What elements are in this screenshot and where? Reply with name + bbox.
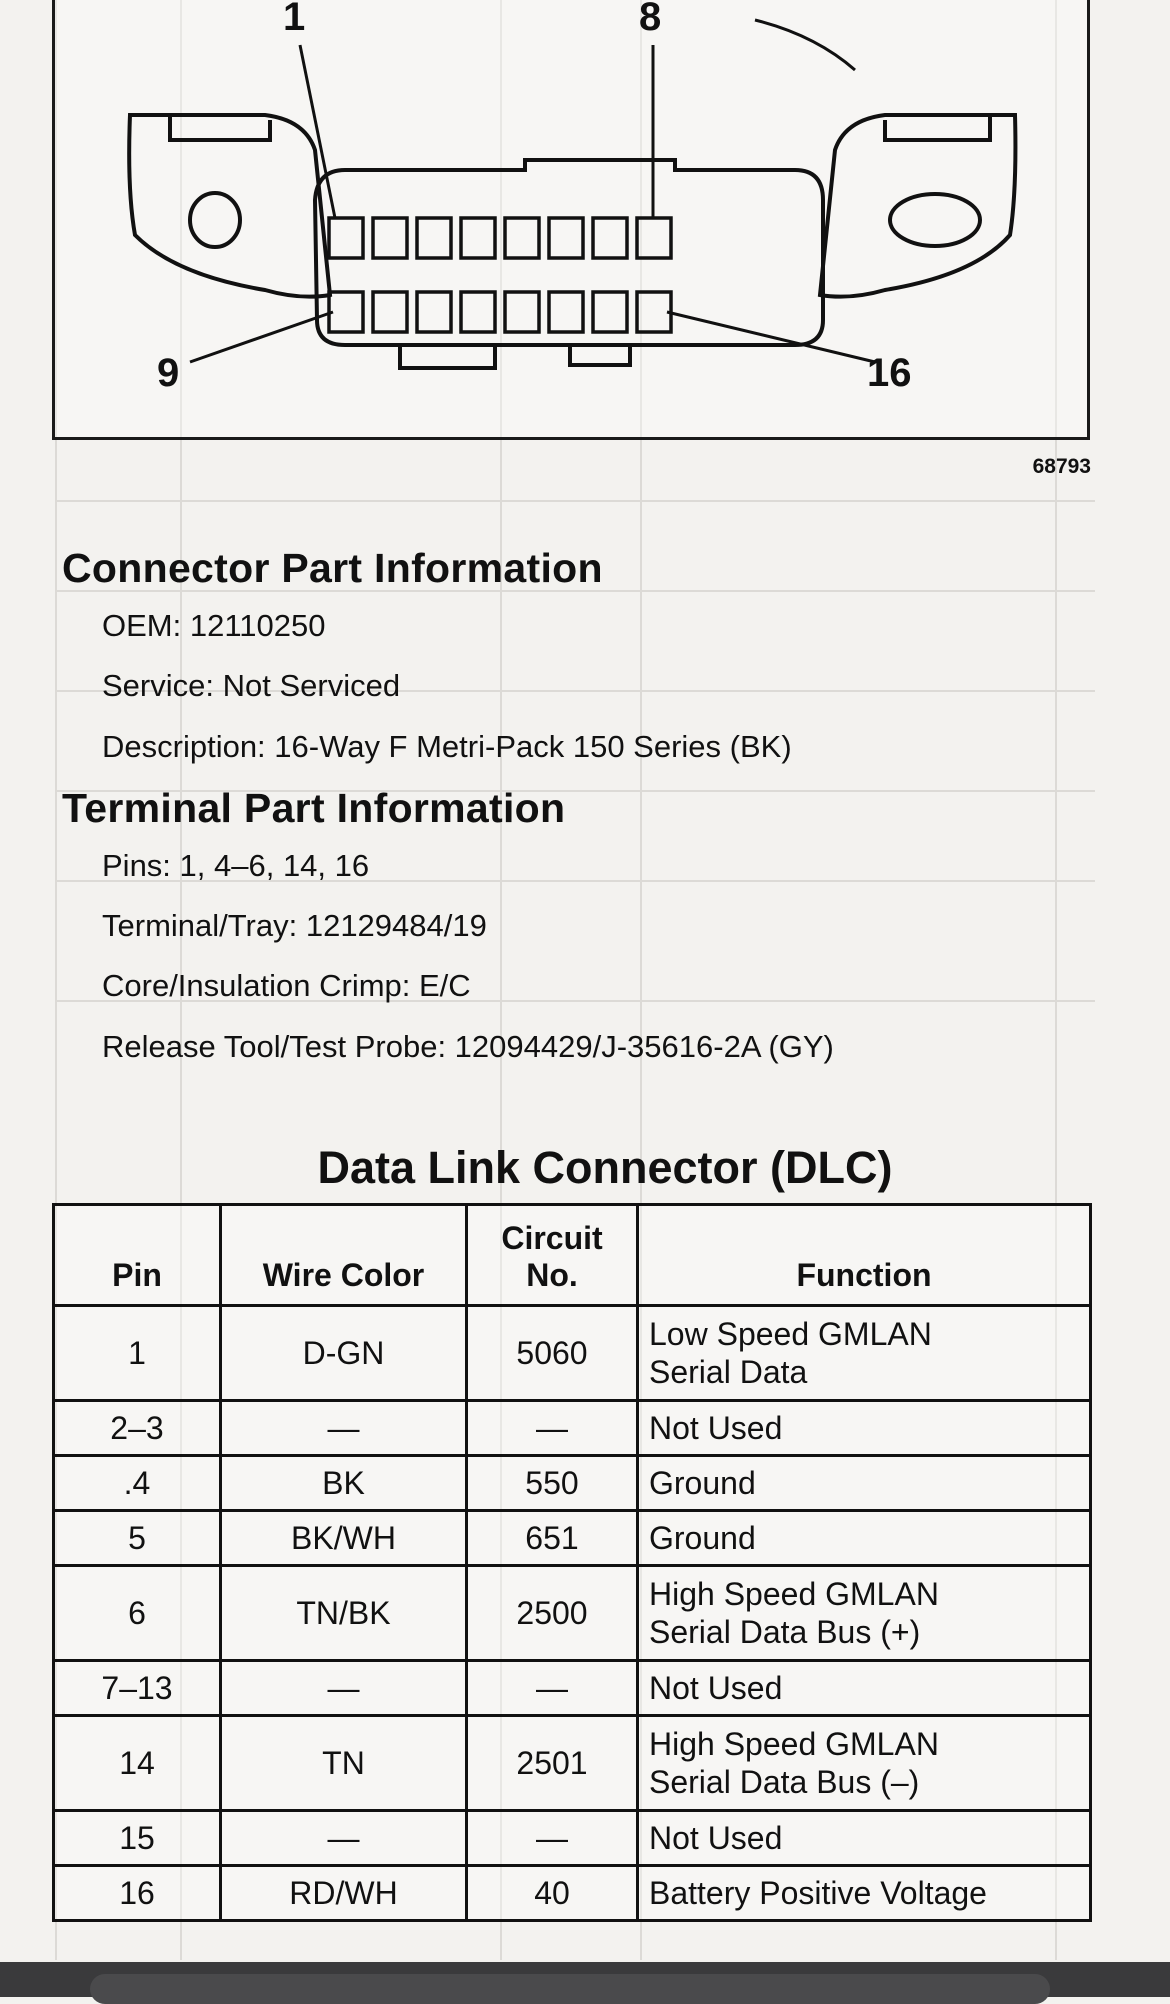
dlc-pinout-table [52,1203,1092,1922]
cell-pin: 7–13 [54,1661,221,1716]
function-line1: Low Speed GMLAN [649,1315,932,1352]
table-row [54,1811,1091,1866]
table-row [54,1306,1091,1401]
function-line2: Serial Data Bus (–) [649,1764,920,1800]
cell-pin: 6 [54,1566,221,1661]
cell-function [638,1716,1091,1811]
cell-wire-color: — [221,1401,467,1456]
cell-function: Not Used [638,1811,1091,1866]
header-circuit-line1: Circuit [501,1220,603,1256]
cell-function: Ground [638,1511,1091,1566]
cell-circuit: 2500 [467,1566,638,1661]
connector-info-heading: Connector Part Information [62,545,603,591]
connector-info-oem: OEM: 12110250 [102,608,326,643]
cell-wire-color: — [221,1811,467,1866]
cell-circuit: 40 [467,1866,638,1921]
cell-wire-color: BK/WH [221,1511,467,1566]
terminal-info-tray: Terminal/Tray: 12129484/19 [102,908,487,943]
cell-function: Battery Positive Voltage [638,1866,1091,1921]
pin-label-16: 16 [867,351,912,395]
pin-label-8: 8 [639,0,662,39]
cell-function: Ground [638,1456,1091,1511]
cell-circuit: 2501 [467,1716,638,1811]
terminal-info-pins: Pins: 1, 4–6, 14, 16 [102,848,370,883]
cell-function: Not Used [638,1661,1091,1716]
cell-pin: .4 [54,1456,221,1511]
cell-pin: 14 [54,1716,221,1811]
header-circuit-line2: No. [526,1257,578,1293]
cell-circuit: — [467,1661,638,1716]
cell-pin: 16 [54,1866,221,1921]
cell-wire-color: TN/BK [221,1566,467,1661]
terminal-info-crimp: Core/Insulation Crimp: E/C [102,968,471,1003]
table-header-row [54,1205,1091,1306]
figure-number: 68793 [1032,455,1091,478]
connector-diagram [52,0,1090,440]
terminal-info-release-tool: Release Tool/Test Probe: 12094429/J-35616-2A (GY) [102,1029,834,1064]
table-row [54,1511,1091,1566]
function-line1: High Speed GMLAN [649,1575,939,1612]
header-function: Function [638,1205,1091,1306]
cell-pin: 5 [54,1511,221,1566]
dlc-connector-drawing [55,0,1093,440]
table-row [54,1566,1091,1661]
cell-pin: 2–3 [54,1401,221,1456]
terminal-info-heading: Terminal Part Information [62,785,566,831]
table-row [54,1716,1091,1811]
function-line2: Serial Data Bus (+) [649,1614,921,1650]
cell-function: Not Used [638,1401,1091,1456]
cell-pin: 15 [54,1811,221,1866]
cell-pin: 1 [54,1306,221,1401]
cell-circuit: 651 [467,1511,638,1566]
table-row [54,1661,1091,1716]
function-line2: Serial Data [649,1354,808,1390]
cell-circuit: — [467,1401,638,1456]
cell-wire-color: TN [221,1716,467,1811]
header-pin: Pin [54,1205,221,1306]
table-title: Data Link Connector (DLC) [317,1142,893,1193]
cell-wire-color: RD/WH [221,1866,467,1921]
pin-label-9: 9 [157,351,180,395]
cell-wire-color: — [221,1661,467,1716]
cell-function [638,1306,1091,1401]
bottom-input-pill[interactable] [90,1974,1050,2004]
cell-function [638,1566,1091,1661]
cell-circuit: 550 [467,1456,638,1511]
connector-info-service: Service: Not Serviced [102,668,401,703]
cell-circuit: 5060 [467,1306,638,1401]
table-row [54,1866,1091,1921]
function-line1: High Speed GMLAN [649,1725,939,1762]
table-row [54,1401,1091,1456]
cell-wire-color: BK [221,1456,467,1511]
connector-info-description: Description: 16-Way F Metri-Pack 150 Series (BK) [102,729,792,764]
table-row [54,1456,1091,1511]
pin-label-1: 1 [283,0,306,39]
cell-circuit: — [467,1811,638,1866]
header-circuit [467,1205,638,1306]
header-wire-color: Wire Color [221,1205,467,1306]
cell-wire-color: D-GN [221,1306,467,1401]
